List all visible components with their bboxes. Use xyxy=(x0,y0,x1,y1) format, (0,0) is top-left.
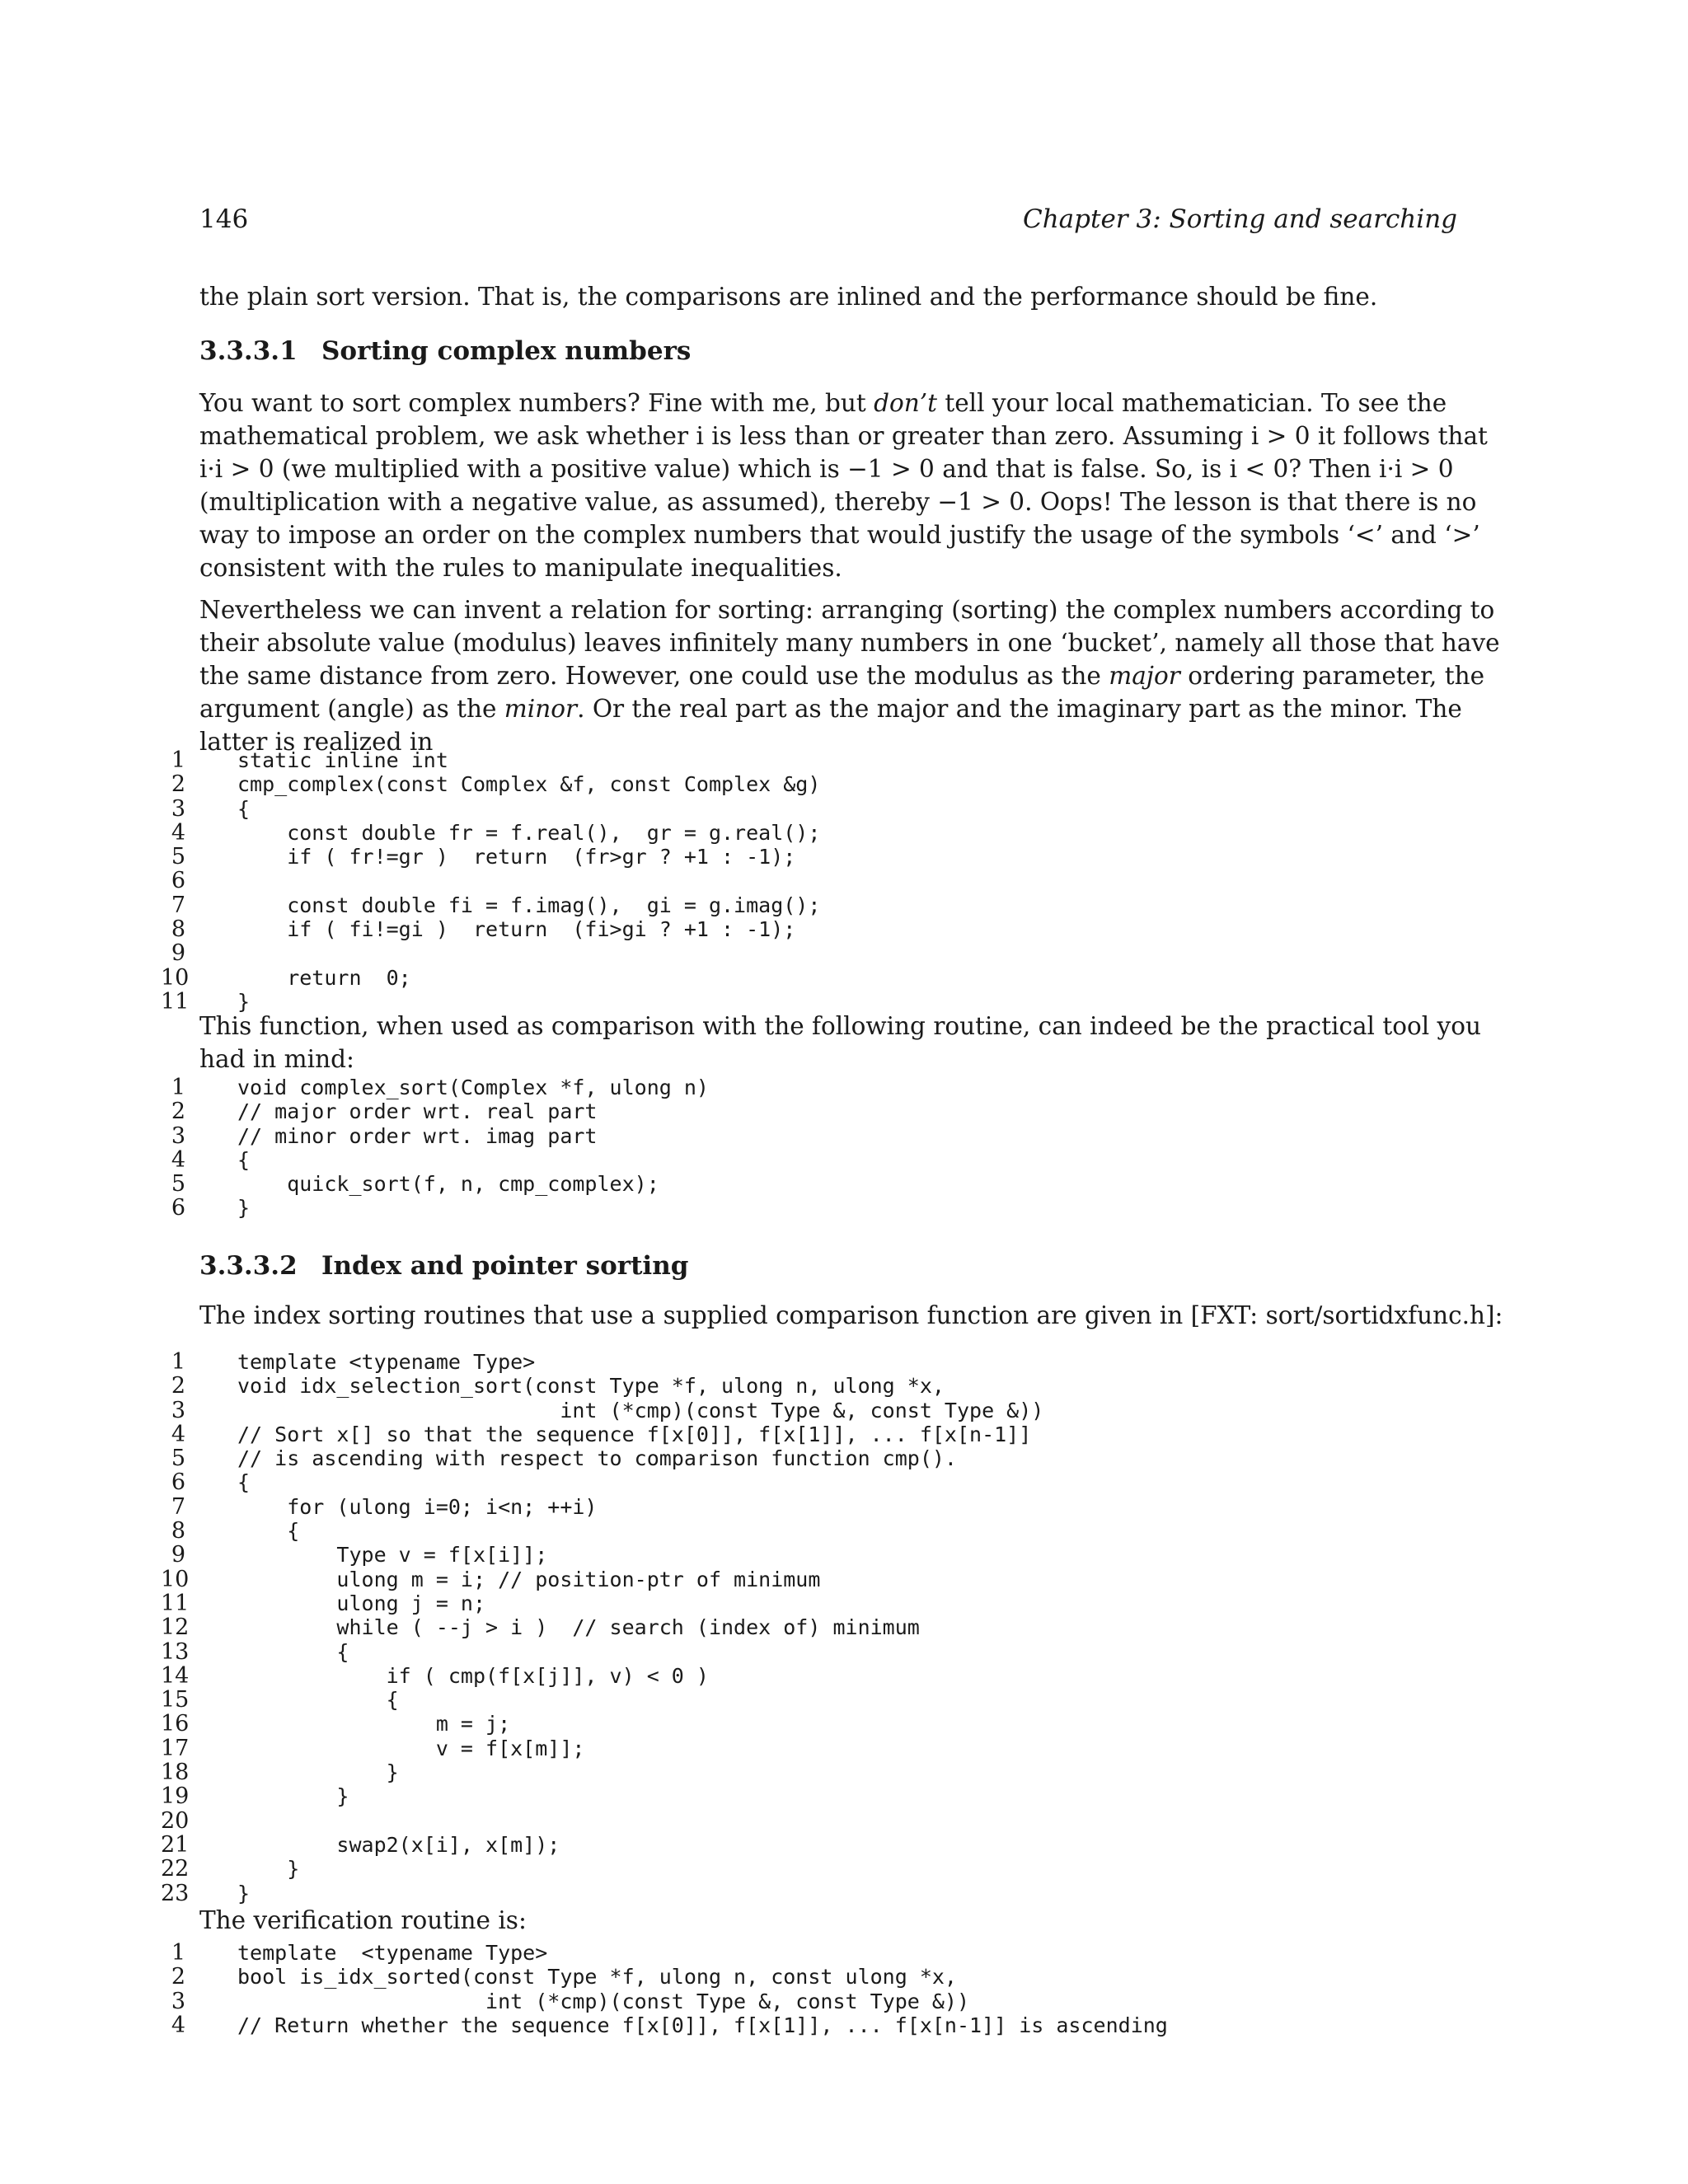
line-number: 3 xyxy=(171,1397,185,1423)
code-text: quick_sort(f, n, cmp_complex); xyxy=(237,1172,659,1197)
code-line xyxy=(161,1638,1457,1665)
line-number: 23 xyxy=(161,1880,190,1906)
line-number: 9 xyxy=(171,1542,185,1568)
line-number: 19 xyxy=(161,1783,190,1810)
line-number: 2 xyxy=(171,1964,185,1990)
code-line xyxy=(171,916,1457,943)
code-listing-complex-sort xyxy=(171,1075,1457,1221)
line-number: 5 xyxy=(171,1446,185,1472)
line-number: 5 xyxy=(171,1171,185,1197)
code-line xyxy=(161,1566,1457,1592)
code-line xyxy=(161,1760,1457,1786)
code-text: int (*cmp)(const Type &, const Type &)) xyxy=(237,1398,1044,1422)
code-line xyxy=(161,1711,1457,1737)
code-text: { xyxy=(237,1639,349,1664)
line-number: 1 xyxy=(171,1940,185,1966)
code-text: while ( --j > i ) // search (index of) minimum xyxy=(237,1615,920,1640)
code-line xyxy=(161,1735,1457,1761)
code-text: cmp_complex(const Complex &f, const Complex &g) xyxy=(237,772,821,797)
code-line xyxy=(161,1831,1457,1858)
line-number: 6 xyxy=(171,1195,185,1221)
line-number: 15 xyxy=(161,1687,190,1713)
code-text: { xyxy=(237,1147,251,1172)
line-number: 2 xyxy=(171,771,185,798)
line-number: 22 xyxy=(161,1856,190,1882)
code-text: for (ulong i=0; i<n; ++i) xyxy=(237,1494,598,1519)
code-text: { xyxy=(237,796,251,821)
text-line: their absolute value (modulus) leaves infinitely many numbers in one ‘bucket’, namely all those that have xyxy=(199,629,1500,657)
text-line: latter is realized in xyxy=(199,728,434,756)
section-number: 3.3.3.1 xyxy=(199,336,298,366)
running-header xyxy=(199,204,1457,241)
code-line xyxy=(171,1493,1457,1520)
code-line xyxy=(161,1615,1457,1641)
code-text: const double fr = f.real(), gr = g.real(); xyxy=(237,820,821,845)
code-text: } xyxy=(237,1857,300,1882)
code-line xyxy=(161,1783,1457,1810)
code-text: } xyxy=(237,1760,399,1785)
code-line xyxy=(171,1349,1457,1375)
section-number: 3.3.3.2 xyxy=(199,1251,298,1281)
line-number: 17 xyxy=(161,1735,190,1761)
line-number: 9 xyxy=(171,940,185,967)
chapter-title: Chapter 3: Sorting and searching xyxy=(1022,204,1457,234)
code-line xyxy=(171,1122,1457,1149)
code-text: } xyxy=(237,1784,349,1809)
code-line xyxy=(161,1590,1457,1616)
line-number: 1 xyxy=(171,748,185,773)
code-text: template <typename Type> xyxy=(237,1941,548,1965)
code-text: } xyxy=(237,1196,251,1221)
line-number: 8 xyxy=(171,1518,185,1544)
code-line xyxy=(161,1880,1457,1906)
line-number: 7 xyxy=(171,892,185,918)
line-number: 6 xyxy=(171,1469,185,1496)
line-number: 12 xyxy=(161,1615,190,1641)
code-text: static inline int xyxy=(237,748,448,772)
code-line xyxy=(171,795,1457,822)
text-line: way to impose an order on the complex numbers that would justify the usage of the symbols ‘<’ and ‘>’ xyxy=(199,521,1480,549)
code-text: void complex_sort(Complex *f, ulong n) xyxy=(237,1076,709,1099)
text-line: Nevertheless we can invent a relation for sorting: arranging (sorting) the complex numbers according to xyxy=(199,596,1495,624)
line-number: 21 xyxy=(161,1831,190,1858)
line-number: 4 xyxy=(171,2012,185,2038)
code-text: if ( cmp(f[x[j]], v) < 0 ) xyxy=(237,1663,709,1688)
paragraph-relation-for-sorting xyxy=(199,593,1500,758)
code-text: int (*cmp)(const Type &, const Type &)) xyxy=(237,1989,970,2013)
code-line xyxy=(171,1446,1457,1472)
code-line xyxy=(171,1940,1457,1966)
line-number: 14 xyxy=(161,1662,190,1689)
code-text: // Return whether the sequence f[x[0]], f[x[1]], ... f[x[n-1]] is ascending xyxy=(237,2013,1168,2037)
page-number: 146 xyxy=(199,204,249,234)
code-text: if ( fi!=gi ) return (fi>gi ? +1 : -1); xyxy=(237,917,796,942)
code-line xyxy=(171,1373,1457,1399)
code-line xyxy=(171,1397,1457,1423)
line-number: 4 xyxy=(171,819,185,846)
code-text: Type v = f[x[i]]; xyxy=(237,1543,548,1568)
line-number: 4 xyxy=(171,1421,185,1447)
code-line xyxy=(171,771,1457,798)
intro-line: the plain sort version. That is, the comparisons are inlined and the performance should be fine. xyxy=(199,283,1378,311)
code-text: } xyxy=(237,1881,251,1905)
line-number: 1 xyxy=(171,1349,185,1375)
code-text: // major order wrt. real part xyxy=(237,1099,598,1124)
line-number: 18 xyxy=(161,1760,190,1786)
code-line xyxy=(171,1075,1457,1100)
text-line: The index sorting routines that use a supplied comparison function are given in [FXT: sort/sortidxfunc.h]: xyxy=(199,1301,1503,1329)
text-line: mathematical problem, we ask whether i is less than or greater than zero. Assuming i > 0 it follows that xyxy=(199,422,1488,450)
code-line xyxy=(171,2012,1457,2038)
code-line xyxy=(161,1856,1457,1882)
intro-paragraph xyxy=(199,280,1457,313)
code-listing-is-idx-sorted xyxy=(171,1940,1457,2038)
line-number: 1 xyxy=(171,1075,185,1100)
line-number: 3 xyxy=(171,1122,185,1149)
code-line xyxy=(171,819,1457,846)
code-line xyxy=(171,1146,1457,1173)
line-number: 20 xyxy=(161,1807,190,1834)
text-line: i·i > 0 (we multiplied with a positive value) which is −1 > 0 and that is false. So, is i < 0? Then i·i > 0 xyxy=(199,455,1454,483)
paragraph-verification xyxy=(199,1904,1457,1937)
code-text: } xyxy=(237,989,251,1014)
paragraph-index-sorting xyxy=(199,1299,1503,1332)
text-line: (multiplication with a negative value, as assumed), thereby −1 > 0. Oops! The lesson is that there is no xyxy=(199,488,1477,516)
code-line xyxy=(171,844,1457,870)
line-number: 5 xyxy=(171,844,185,870)
code-text: // minor order wrt. imag part xyxy=(237,1123,598,1148)
text-line: argument (angle) as the minor. Or the real part as the major and the imaginary part as the minor. The xyxy=(199,695,1462,723)
code-text: { xyxy=(237,1519,300,1544)
code-listing-idx-selection-sort xyxy=(161,1349,1457,1906)
line-number: 8 xyxy=(171,916,185,943)
code-text: swap2(x[i], x[m]); xyxy=(237,1832,560,1857)
code-line xyxy=(171,940,1457,967)
section-heading-index xyxy=(199,1249,1457,1283)
line-number: 13 xyxy=(161,1638,190,1665)
code-text: ulong m = i; // position-ptr of minimum xyxy=(237,1567,821,1591)
code-text: ulong j = n; xyxy=(237,1591,486,1615)
code-text: if ( fr!=gr ) return (fr>gr ? +1 : -1); xyxy=(237,845,796,869)
line-number: 16 xyxy=(161,1711,190,1737)
line-number: 10 xyxy=(161,964,190,991)
code-line xyxy=(161,1687,1457,1713)
paragraph-practical-tool xyxy=(199,1010,1481,1076)
text-line: had in mind: xyxy=(199,1045,354,1073)
code-text: { xyxy=(237,1688,399,1713)
line-number: 2 xyxy=(171,1373,185,1399)
line-number: 11 xyxy=(161,988,190,1015)
code-text: v = f[x[m]]; xyxy=(237,1736,585,1760)
code-line xyxy=(161,1662,1457,1689)
code-text: m = j; xyxy=(237,1712,511,1736)
code-line xyxy=(171,1469,1457,1496)
code-line xyxy=(161,964,1457,991)
code-text: return 0; xyxy=(237,965,411,990)
code-text: const double fi = f.imag(), gi = g.imag(); xyxy=(237,893,821,917)
code-listing-cmp-complex xyxy=(161,748,1457,1015)
code-line xyxy=(171,1518,1457,1544)
line-number: 7 xyxy=(171,1493,185,1520)
line-number: 6 xyxy=(171,868,185,894)
text-line: This function, when used as comparison with the following routine, can indeed be the practical tool you xyxy=(199,1012,1481,1040)
code-text: void idx_selection_sort(const Type *f, ulong n, ulong *x, xyxy=(237,1374,945,1399)
code-text: // is ascending with respect to comparison function cmp(). xyxy=(237,1446,957,1471)
code-line xyxy=(161,1807,1457,1834)
section-heading-complex xyxy=(199,334,1457,368)
code-line xyxy=(171,1988,1457,2014)
code-line xyxy=(171,1099,1457,1125)
code-line xyxy=(171,1964,1457,1990)
code-text: // Sort x[] so that the sequence f[x[0]], f[x[1]], ... f[x[n-1]] xyxy=(237,1422,1032,1446)
text-line: You want to sort complex numbers? Fine with me, but don’t tell your local mathematician. To see the xyxy=(199,389,1447,417)
line-number: 2 xyxy=(171,1099,185,1125)
code-line xyxy=(171,1542,1457,1568)
code-line xyxy=(171,748,1457,773)
code-line xyxy=(171,1421,1457,1447)
text-line: the same distance from zero. However, one could use the modulus as the major ordering parameter, the xyxy=(199,662,1485,690)
code-line xyxy=(171,1171,1457,1197)
line-number: 3 xyxy=(171,1988,185,2014)
code-line xyxy=(171,1195,1457,1221)
code-line xyxy=(171,892,1457,918)
section-title: Index and pointer sorting xyxy=(321,1251,689,1281)
code-text: template <typename Type> xyxy=(237,1350,536,1374)
paragraph-complex-problem xyxy=(199,387,1488,584)
line-number: 10 xyxy=(161,1566,190,1592)
text-line: The verification routine is: xyxy=(199,1906,527,1934)
text-line: consistent with the rules to manipulate inequalities. xyxy=(199,554,842,582)
code-text: bool is_idx_sorted(const Type *f, ulong n, const ulong *x, xyxy=(237,1965,957,1990)
line-number: 4 xyxy=(171,1146,185,1173)
code-text: { xyxy=(237,1470,251,1495)
section-title: Sorting complex numbers xyxy=(321,336,692,366)
code-line xyxy=(171,868,1457,894)
line-number: 3 xyxy=(171,795,185,822)
line-number: 11 xyxy=(161,1590,190,1616)
